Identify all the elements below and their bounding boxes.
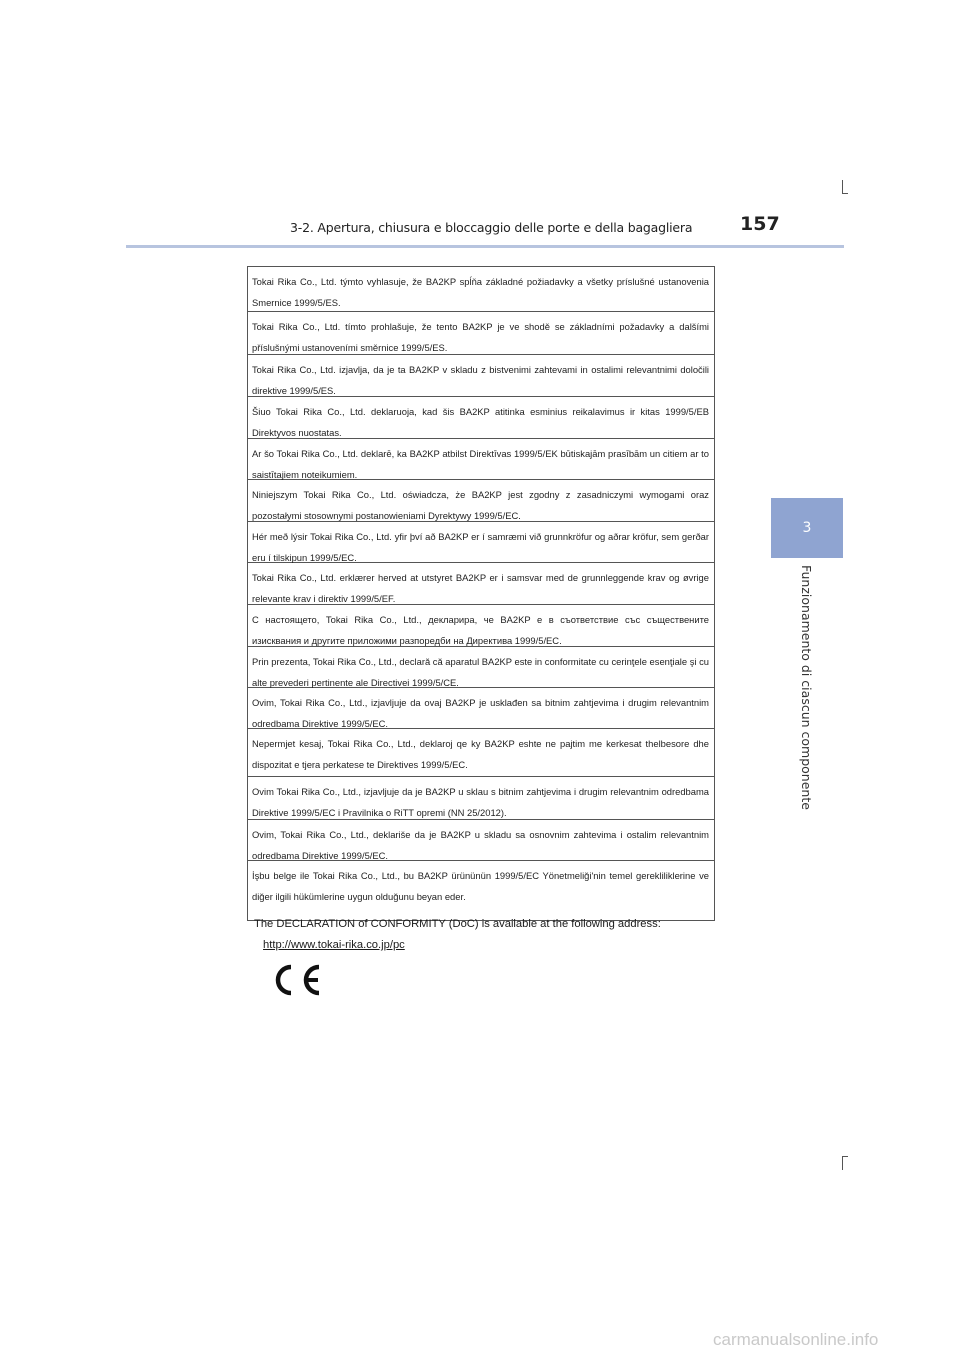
declaration-row: Tokai Rika Co., Ltd. týmto vyhlasuje, že BA2KP spĺňa základné požiadavky a všetky príslušné ustanovenia Smernice 1999/5/ES. (248, 267, 714, 312)
declaration-row: С настоящето, Tokai Rika Co., Ltd., декларира, че BA2KP е в съответствие със съществените изисквания и другите приложими разпоредби на Директива 1999/5/EC. (248, 605, 714, 647)
declaration-row: Hér með lýsir Tokai Rika Co., Ltd. yfir því að BA2KP er í samræmi við grunnkröfur og aðrar kröfur, sem gerðar eru í tilskipun 1999/5/EC. (248, 522, 714, 563)
declaration-row: Ovim, Tokai Rika Co., Ltd., izjavljuje da ovaj BA2KP je usklađen sa bitnim zahtjevima i drugim relevantnim odredbama Direktive 1999/5/EC. (248, 688, 714, 729)
chapter-tab: 3 (771, 498, 843, 558)
declaration-row: Tokai Rika Co., Ltd. erklærer herved at utstyret BA2KP er i samsvar med de grunnleggende krav og øvrige relevante krav i direktiv 1999/5/EF. (248, 563, 714, 605)
section-title: 3-2. Apertura, chiusura e bloccaggio delle porte e della bagagliera (290, 220, 693, 235)
watermark: carmanualsonline.info (713, 1330, 879, 1349)
declarations-table (247, 266, 715, 921)
crop-mark-top (842, 180, 843, 194)
ce-mark-icon (267, 961, 327, 999)
chapter-title-text: Funzionamento di ciascun componente (799, 565, 814, 810)
chapter-title-vertical (796, 565, 818, 810)
declaration-row: Prin prezenta, Tokai Rika Co., Ltd., declară că aparatul BA2KP este in conformitate cu cerinţele esenţiale şi cu alte prevederi pertinente ale Directivei 1999/5/CE. (248, 647, 714, 688)
header-rule (126, 245, 844, 248)
crop-mark-top-tick (842, 193, 848, 194)
doc-availability-text: The DECLARATION of CONFORMITY (DoC) is available at the following address: (254, 918, 661, 930)
crop-mark-bottom (842, 1156, 843, 1170)
declaration-row: Ovim, Tokai Rika Co., Ltd., deklariše da je BA2KP u skladu sa osnovnim zahtevima i ostalim relevantnim odredbama Direktive 1999/5/EC. (248, 820, 714, 861)
declaration-row: Tokai Rika Co., Ltd. izjavlja, da je ta BA2KP v skladu z bistvenimi zahtevami in ostalimi relevantnimi določili direktive 1999/5/ES. (248, 355, 714, 397)
declaration-row: Niniejszym Tokai Rika Co., Ltd. oświadcza, że BA2KP jest zgodny z zasadniczymi wymogami oraz pozostałymi stosownymi postanowieniami Dyrektywy 1999/5/EC. (248, 480, 714, 522)
declaration-row: İşbu belge ile Tokai Rika Co., Ltd., bu BA2KP ürününün 1999/5/EC Yönetmeliği'nin temel gerekliliklerine ve diğer ilgili hükümlerine uygun olduğunu beyan eder. (248, 861, 714, 921)
declaration-row: Ar šo Tokai Rika Co., Ltd. deklarē, ka BA2KP atbilst Direktīvas 1999/5/EK būtiskajām prasībām un citiem ar to saistītajiem noteikumiem. (248, 439, 714, 480)
declaration-row: Tokai Rika Co., Ltd. tímto prohlašuje, že tento BA2KP je ve shodě se základními požadavky a dalšími příslušnými ustanoveními směrnice 1999/5/ES. (248, 312, 714, 355)
doc-url-link[interactable]: http://www.tokai-rika.co.jp/pc (263, 939, 405, 951)
crop-mark-bottom-tick (842, 1156, 848, 1157)
declaration-row: Šiuo Tokai Rika Co., Ltd. deklaruoja, kad šis BA2KP atitinka esminius reikalavimus ir kitas 1999/5/EB Direktyvos nuostatas. (248, 397, 714, 439)
page-number: 157 (740, 213, 780, 235)
declaration-row: Nepermjet kesaj, Tokai Rika Co., Ltd., deklaroj qe ky BA2KP eshte ne pajtim me kerkesat thelbesore dhe dispozitat e tjera perkatese te Direktives 1999/5/EC. (248, 729, 714, 777)
declaration-row: Ovim Tokai Rika Co., Ltd., izjavljuje da je BA2KP u sklau s bitnim zahtjevima i drugim relevantnim odredbama Direktive 1999/5/EC i Pravilnika o RiTT opremi (NN 25/2012). (248, 777, 714, 820)
